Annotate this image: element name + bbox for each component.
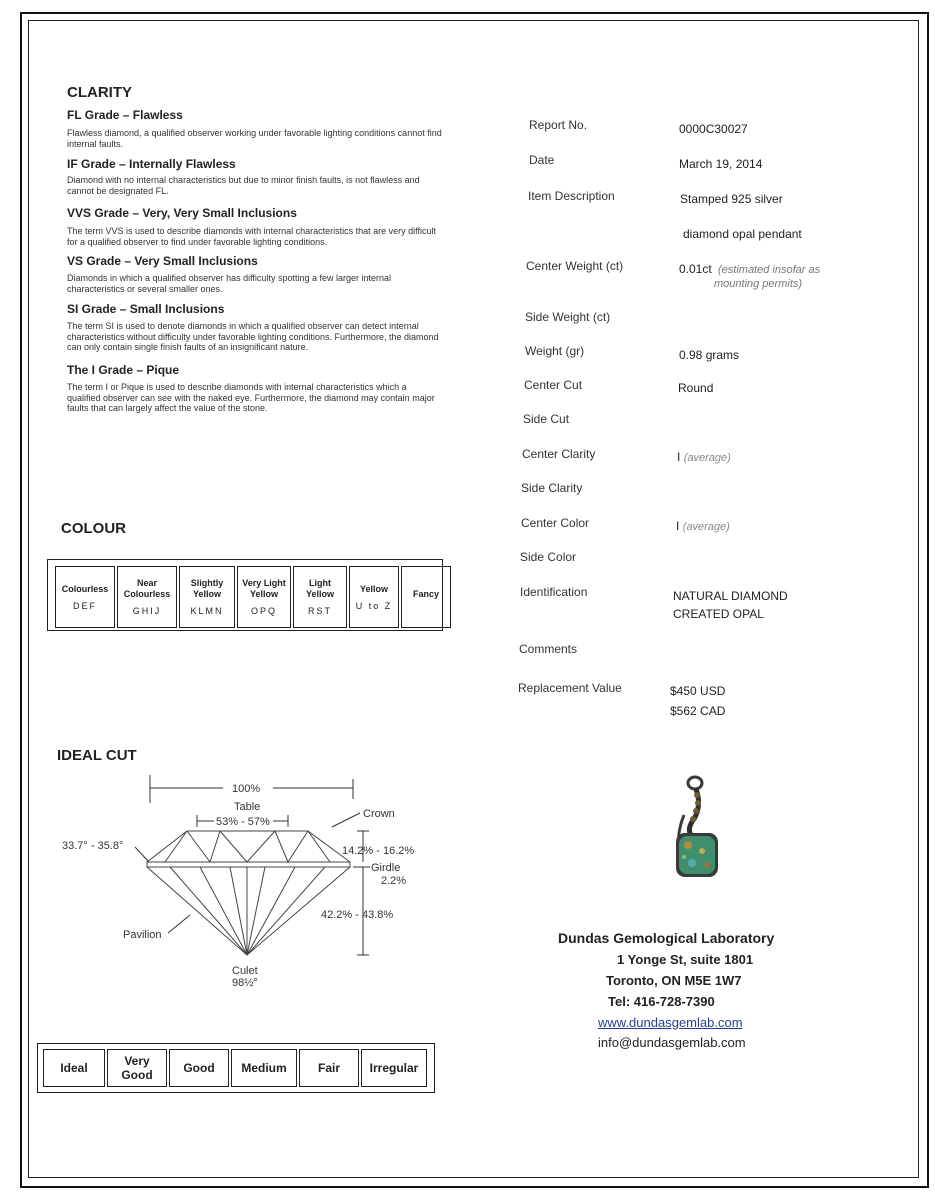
field-value-replacement-usd: $450 USD: [670, 684, 726, 698]
field-value-date: March 19, 2014: [679, 157, 763, 171]
clarity-vvs-description: The term VVS is used to describe diamonds with internal characteristics that are very difficult for a qualified observer to find under favorable lighting conditions.: [67, 226, 436, 247]
clarity-vvs-heading: VVS Grade – Very, Very Small Inclusions: [67, 206, 297, 220]
diagram-crown-height: 14.2% - 16.2%: [342, 845, 415, 857]
field-value-report-no: 0000C30027: [679, 122, 748, 136]
clarity-fl-heading: FL Grade – Flawless: [67, 108, 183, 122]
field-value-identification-2: CREATED OPAL: [673, 607, 764, 621]
field-label-comments: Comments: [519, 642, 578, 656]
field-value-center-color: I (average): [676, 519, 730, 533]
lab-address-line-2: Toronto, ON M5E 1W7: [606, 973, 742, 988]
clarity-if-heading: IF Grade – Internally Flawless: [67, 157, 236, 171]
cut-grade-cell: Fair: [299, 1049, 359, 1087]
field-value-center-clarity: I (average): [677, 450, 731, 464]
field-value-identification: NATURAL DIAMOND: [673, 589, 788, 603]
cut-grade-cell: Irregular: [361, 1049, 427, 1087]
clarity-si-heading: SI Grade – Small Inclusions: [67, 302, 225, 316]
lab-address-line-1: 1 Yonge St, suite 1801: [617, 952, 754, 967]
colour-cell: Slightly Yellow KLMN: [179, 566, 235, 628]
diagram-culet-label: Culet: [232, 965, 258, 977]
ideal-cut-title: IDEAL CUT: [57, 747, 137, 764]
colour-cell: Light Yellow RST: [293, 566, 347, 628]
field-label-side-cut: Side Cut: [523, 412, 570, 426]
field-label-report-no: Report No.: [529, 118, 588, 132]
colour-title: COLOUR: [61, 520, 126, 537]
pendant-photo: [662, 775, 728, 887]
field-label-center-color: Center Color: [521, 516, 590, 530]
diagram-culet-angle: 98½°: [232, 977, 258, 989]
diagram-pavilion-label: Pavilion: [123, 929, 162, 941]
lab-name: Dundas Gemological Laboratory: [558, 930, 775, 946]
clarity-title: CLARITY: [67, 84, 132, 101]
clarity-vs-heading: VS Grade – Very Small Inclusions: [67, 254, 258, 268]
colour-cell: Colourless DEF: [55, 566, 115, 628]
cut-grade-cell: Medium: [231, 1049, 297, 1087]
diagram-girdle-value: 2.2%: [381, 875, 407, 887]
field-value-replacement-cad: $562 CAD: [670, 704, 726, 718]
diamond-proportions-diagram: [40, 765, 440, 995]
cut-grade-cell: Very Good: [107, 1049, 167, 1087]
field-label-side-weight: Side Weight (ct): [525, 310, 611, 324]
colour-scale-table: [53, 564, 453, 630]
clarity-vs-description: Diamonds in which a qualified observer has difficulty spotting a few larger internal characteristics or several smaller ones.: [67, 273, 392, 294]
colour-cell: Very Light Yellow OPQ: [237, 566, 291, 628]
colour-cell: Fancy: [401, 566, 451, 628]
field-value-item-description: Stamped 925 silver: [680, 192, 783, 206]
field-label-side-color: Side Color: [520, 550, 577, 564]
clarity-si-description: The term SI is used to denote diamonds in which a qualified observer can detect internal characteristics without difficulty under favorable lighting conditions. Furthermore, the diamond can only contain single finish faults of an insignificant nature.: [67, 321, 439, 352]
cut-grade-cell: Good: [169, 1049, 229, 1087]
diagram-crown-angle: 33.7° - 35.8°: [62, 840, 124, 852]
clarity-if-description: Diamond with no internal characteristics but due to minor finish faults, is not flawless and cannot be designated FL.: [67, 175, 420, 196]
field-label-center-cut: Center Cut: [524, 378, 583, 392]
lab-website-link[interactable]: www.dundasgemlab.com: [598, 1015, 743, 1030]
field-label-identification: Identification: [520, 585, 588, 599]
clarity-i-description: The term I or Pique is used to describe diamonds with internal characteristics which a qualified observer can see with the naked eye. Furthermore, the diamond may contain major faults that can largely affect the value of the stone.: [67, 382, 435, 413]
colour-cell: Yellow U to Z: [349, 566, 399, 628]
field-label-replacement-value: Replacement Value: [518, 681, 622, 695]
colour-cell: Near Colourless GHIJ: [117, 566, 177, 628]
diagram-girdle-label: Girdle: [371, 862, 401, 874]
diagram-table-range: 53% - 57%: [216, 816, 270, 828]
field-label-center-weight: Center Weight (ct): [526, 259, 624, 273]
field-label-center-clarity: Center Clarity: [522, 447, 596, 461]
diagram-total-label: 100%: [232, 783, 261, 795]
lab-email: info@dundasgemlab.com: [598, 1035, 746, 1050]
diagram-table-label: Table: [234, 801, 261, 813]
field-value-center-weight: 0.01ct: [679, 262, 712, 276]
cut-grade-cell: Ideal: [43, 1049, 105, 1087]
cut-grade-table: [41, 1047, 429, 1089]
field-value-item-description-2: diamond opal pendant: [683, 227, 802, 241]
diagram-pavilion-depth: 42.2% - 43.8%: [321, 909, 394, 921]
field-note-center-weight: (estimated insofar as mounting permits): [714, 264, 821, 290]
lab-phone: Tel: 416-728-7390: [608, 994, 715, 1009]
field-value-weight: 0.98 grams: [679, 348, 740, 362]
clarity-fl-description: Flawless diamond, a qualified observer working under favorable lighting conditions cannot find internal faults.: [67, 128, 442, 149]
field-value-center-cut: Round: [678, 381, 714, 395]
field-label-side-clarity: Side Clarity: [521, 481, 583, 495]
field-label-weight: Weight (gr): [525, 344, 585, 358]
clarity-i-heading: The I Grade – Pique: [67, 363, 180, 377]
field-label-item-description: Item Description: [528, 189, 615, 203]
field-label-date: Date: [529, 153, 555, 167]
diagram-crown-label: Crown: [363, 808, 395, 820]
